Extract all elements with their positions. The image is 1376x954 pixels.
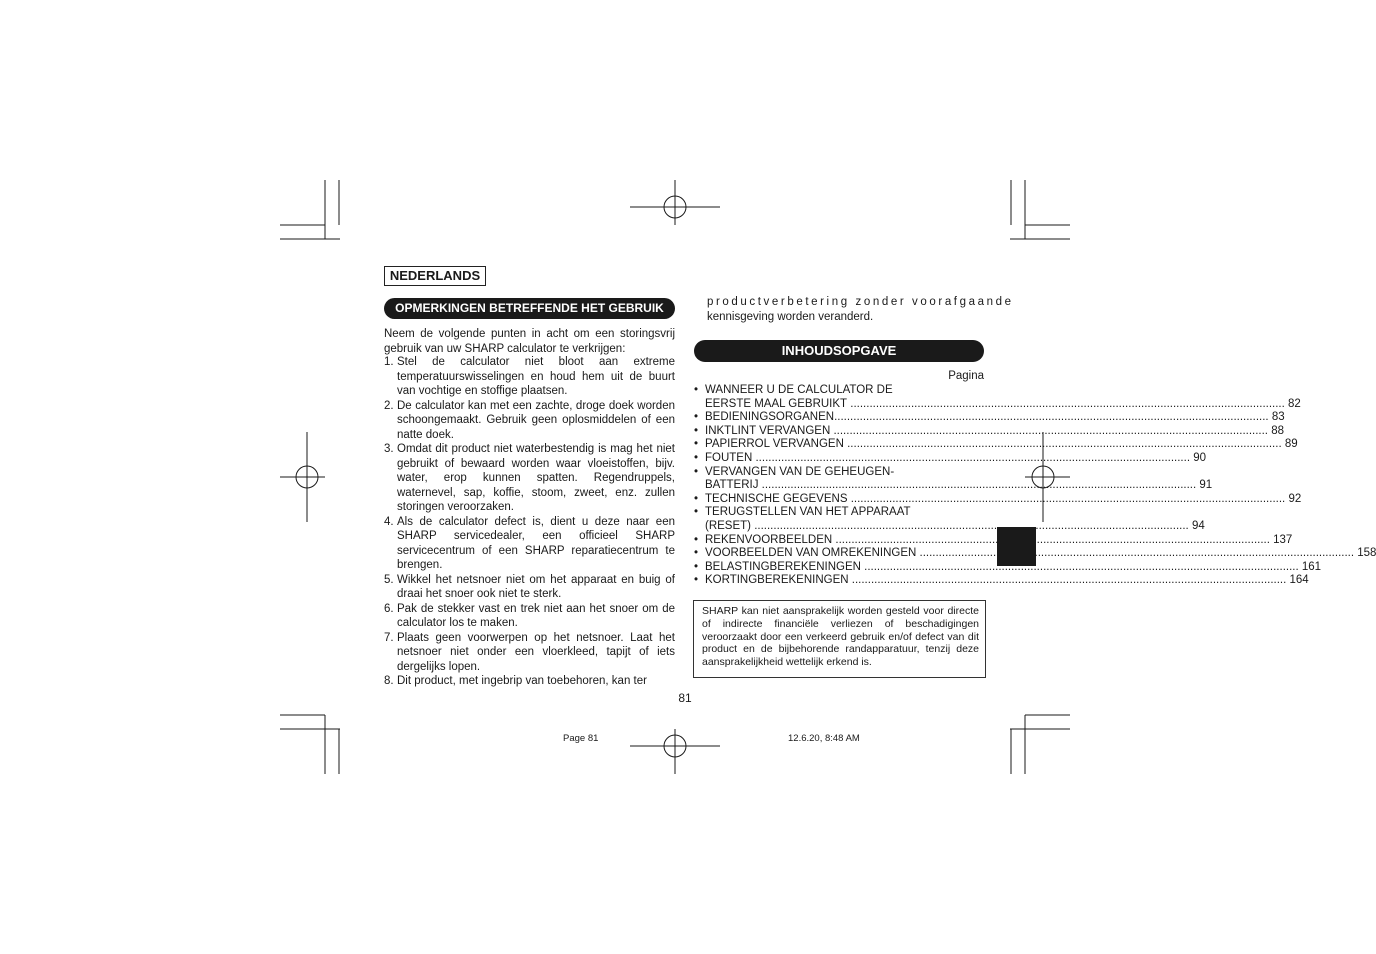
toc-title: TECHNISCHE GEGEVENS [705, 492, 848, 505]
toc-title: BEDIENINGSORGANEN [705, 411, 835, 424]
footer-page: Page 81 [563, 733, 599, 744]
toc-entry [694, 506, 1205, 533]
item-text: Stel de calculator niet bloot aan extreme temperatuurswisselingen en houd hem uit de buurt van vochtige en stoffige plaatsen. [397, 356, 675, 397]
toc-title: BELASTINGBEREKENINGEN [705, 560, 861, 573]
toc-entry [694, 560, 1322, 575]
list-item [384, 515, 675, 573]
bullet-icon: • [694, 506, 699, 519]
item-number: 7. [384, 631, 394, 644]
bullet-icon: • [694, 411, 699, 424]
toc-page: 164 [1289, 574, 1309, 587]
toc-entry [694, 438, 1298, 452]
toc-entry [694, 451, 1207, 466]
item-text: Als de calculator defect is, dient u deze naar een SHARP servicedealer, een officieel SHARP servicecentrum of een SHARP reparatiecentrum te brengen. [397, 515, 675, 571]
toc-entry [694, 533, 1293, 548]
list-item [384, 573, 675, 602]
item-number: 6. [384, 602, 394, 615]
toc-entry [694, 411, 1285, 425]
item-text: Plaats geen voorwerpen op het netsnoer. Laat het netsnoer niet onder een vloerkleed, tapijt of iets dergelijks lopen. [397, 631, 675, 673]
toc-title: EERSTE MAAL GEBRUIKT [705, 397, 848, 410]
toc-title: BATTERIJ [705, 479, 759, 492]
toc-page: 91 [1199, 479, 1213, 492]
registration-mark-top [630, 180, 720, 225]
toc-title: INKTLINT VERVANGEN [705, 424, 831, 437]
section-thumb-tab [997, 527, 1036, 566]
toc-title: VOORBEELDEN VAN OMREKENINGEN [705, 547, 917, 560]
bullet-icon: • [694, 438, 699, 451]
toc-page: 94 [1191, 519, 1205, 532]
toc-page: 89 [1284, 438, 1298, 451]
bullet-icon: • [694, 533, 699, 546]
toc-page: 83 [1271, 411, 1285, 424]
toc-page: 92 [1288, 492, 1302, 505]
toc-title-line: WANNEER U DE CALCULATOR DE [705, 384, 893, 396]
list-item [384, 674, 675, 689]
continued-line: kennisgeving worden veranderd. [707, 310, 874, 323]
toc-page: 90 [1193, 451, 1207, 464]
page-number: 81 [678, 691, 692, 705]
toc-page: 137 [1273, 533, 1293, 546]
usage-notes-list [384, 355, 675, 689]
toc-title-line: TERUGSTELLEN VAN HET APPARAAT [705, 506, 911, 519]
bullet-icon: • [694, 492, 699, 505]
toc-page: 82 [1288, 397, 1301, 410]
toc-entry [694, 465, 1213, 493]
registration-mark-left [280, 432, 325, 522]
bullet-icon: • [694, 451, 699, 464]
language-label: NEDERLANDS [384, 266, 486, 286]
bullet-icon: • [694, 560, 699, 573]
table-of-contents [694, 384, 1376, 588]
bullet-icon: • [694, 384, 699, 396]
toc-title: KORTINGBEREKENINGEN [705, 574, 849, 587]
item-number: 1. [384, 356, 394, 368]
toc-page: 158 [1357, 547, 1376, 560]
toc-heading: INHOUDSOPGAVE [694, 340, 984, 362]
toc-page: 88 [1271, 424, 1284, 437]
registration-mark-bottom [630, 729, 720, 774]
liability-notice: SHARP kan niet aansprakelijk worden gesteld voor directe of indirecte financiële verliezen of beschadigingen veroorzaakt door een verkeerd gebruik en/of defect van dit product en de bijbehorende randapparatuur, tenzij deze aansprakelijkheid wettelijk erkend is. [693, 600, 986, 678]
bullet-icon: • [694, 465, 699, 478]
usage-notes-heading: OPMERKINGEN BETREFFENDE HET GEBRUIK [384, 298, 675, 319]
bullet-icon: • [694, 574, 699, 587]
list-item [384, 399, 675, 443]
footer-timestamp: 12.6.20, 8:48 AM [788, 733, 860, 744]
intro-text: Neem de volgende punten in acht om een storingsvrij gebruik van uw SHARP calculator te verkrijgen: [384, 328, 675, 355]
toc-entry [694, 384, 1301, 411]
item-text: De calculator kan met een zachte, droge doek worden schoongemaakt. Gebruik geen oplosmiddelen of een natte doek. [397, 399, 675, 441]
item-text: Dit product, met ingebrip van toebehoren, kan ter [397, 675, 647, 687]
toc-title-line: VERVANGEN VAN DE GEHEUGEN- [705, 465, 895, 478]
toc-page: 161 [1301, 560, 1322, 573]
toc-entry [694, 547, 1376, 561]
toc-title: FOUTEN [705, 451, 753, 464]
item-number: 2. [384, 399, 394, 412]
toc-title: REKENVOORBEELDEN [705, 533, 833, 546]
toc-entry [694, 424, 1284, 439]
bullet-icon: • [694, 424, 699, 437]
toc-entry [694, 492, 1302, 507]
item-number: 5. [384, 573, 394, 586]
bullet-icon: • [694, 547, 699, 560]
toc-page-label: Pagina [948, 370, 984, 382]
list-item [384, 631, 675, 675]
list-item [384, 602, 675, 631]
toc-title: PAPIERROL VERVANGEN [705, 438, 844, 451]
item-number: 3. [384, 443, 394, 455]
item-text: Pak de stekker vast en trek niet aan het snoer om de calculator los te maken. [397, 602, 675, 629]
item-number: 8. [384, 675, 394, 687]
list-item [384, 355, 675, 399]
item-number: 4. [384, 515, 394, 528]
toc-title: (RESET) [705, 519, 751, 532]
item-text: Wikkel het netsnoer niet om het apparaat en buig of draai het snoer ook niet te sterk. [397, 573, 675, 600]
toc-entry [694, 574, 1309, 588]
continued-text [707, 295, 1014, 324]
list-item [384, 442, 675, 515]
item-text: Omdat dit product niet waterbestendig is mag het niet gebruikt of bewaard worden waar vloeistoffen, bijv. water, erop kunnen spatten. Regendruppels, waternevel, sap, koffie, stoom, zweet, enz. zullen storingen veroorzaken. [397, 443, 675, 513]
continued-line: productverbetering zonder voorafgaande [707, 296, 1014, 308]
